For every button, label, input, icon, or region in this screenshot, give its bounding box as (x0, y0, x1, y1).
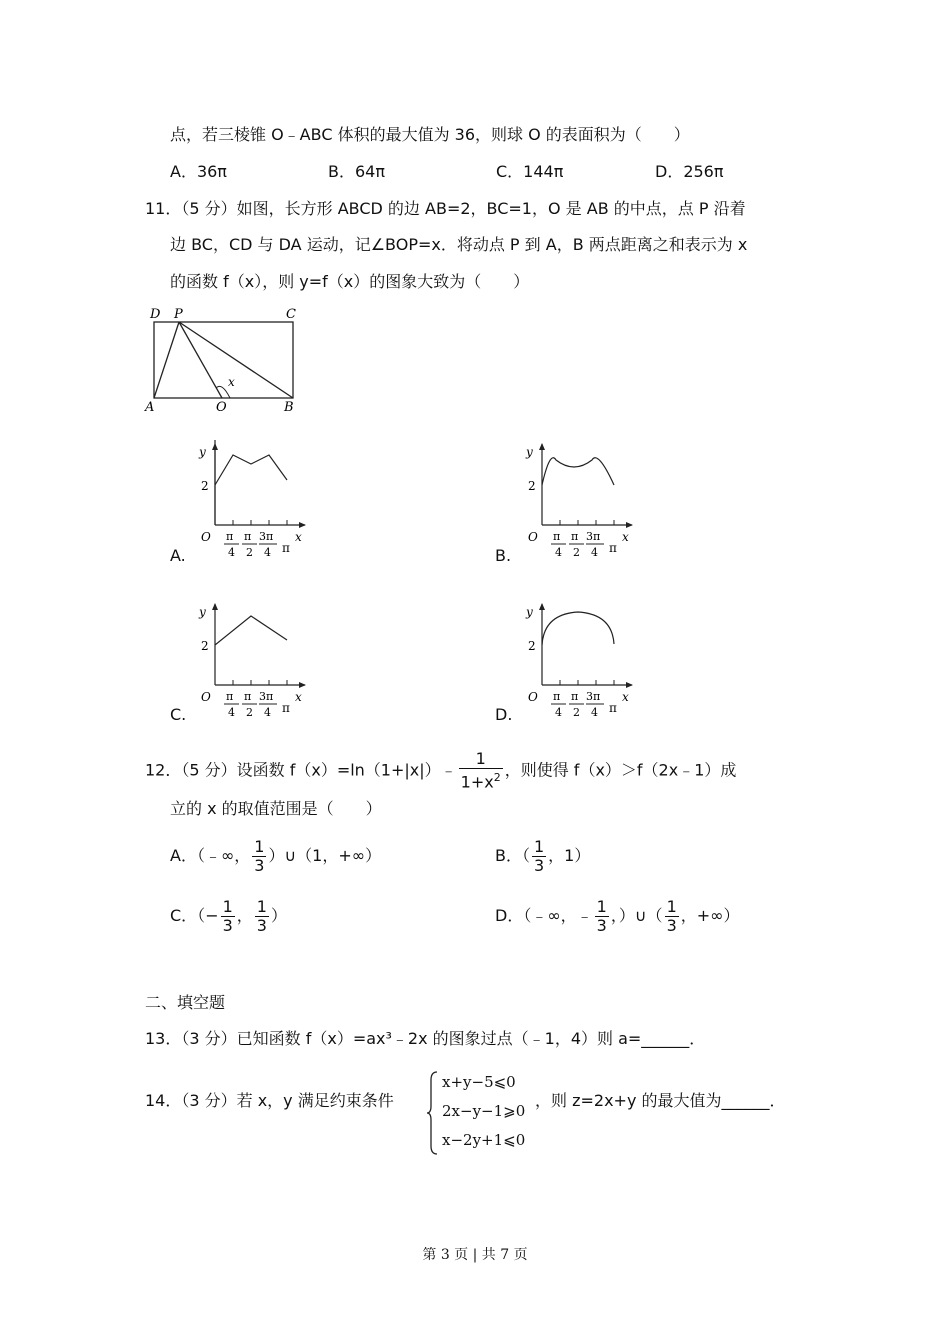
curve-d (542, 612, 614, 645)
tick-pi2-num: π (571, 530, 579, 543)
q11-option-d-label: D. (495, 705, 513, 724)
x-label: x (622, 690, 629, 704)
tick-2: 2 (201, 639, 209, 653)
q10-option-a: A．36π (170, 162, 227, 181)
tick-pi: π (282, 701, 290, 715)
tick-3pi4-den: 4 (264, 706, 271, 719)
tick-pi4-den: 4 (555, 706, 562, 719)
tick-pi: π (282, 541, 290, 555)
origin-label: O (201, 530, 211, 544)
q10-option-b: B．64π (328, 162, 385, 181)
tick-pi4-num: π (226, 690, 234, 703)
constraint-2: 2x−y−1⩾0 (442, 1102, 526, 1120)
q11-line1: 11．（5 分）如图，长方形 ABCD 的边 AB=2，BC=1，O 是 AB 的中点，点 P 沿着 (145, 199, 746, 218)
tick-3pi4-den: 4 (591, 546, 598, 559)
x-label: x (295, 530, 302, 544)
q12-option-c: C．（− $\frac{1}{3}$ ， $\frac{1}{3}$ ） (170, 897, 287, 935)
curve-a (215, 455, 287, 485)
origin-label: O (528, 530, 538, 544)
constraint-1: x+y−5⩽0 (442, 1073, 516, 1091)
segment-pa (154, 322, 179, 398)
tick-3pi4-den: 4 (264, 546, 271, 559)
label-c: C (286, 307, 296, 322)
label-o: O (216, 400, 227, 415)
tick-pi2-den: 2 (573, 546, 580, 559)
q11-option-a-label: A. (170, 546, 186, 565)
constraint-3: x−2y+1⩽0 (442, 1131, 526, 1149)
label-d: D (150, 307, 161, 322)
tick-3pi4-num: 3π (259, 530, 274, 543)
page-footer: 第 3 页 | 共 7 页 (422, 1247, 528, 1263)
tick-2: 2 (528, 639, 536, 653)
tick-3pi4-den: 4 (591, 706, 598, 719)
q10-option-c: C．144π (496, 162, 564, 181)
brace-icon (427, 1070, 439, 1156)
y-label: y (526, 605, 533, 619)
x-label: x (295, 690, 302, 704)
tick-pi2-num: π (244, 690, 252, 703)
q12-stem-a: 12．（5 分）设函数 f（x）=ln（1+|x|）﹣ (145, 760, 457, 780)
q12-line2: 立的 x 的取值范围是（ ） (170, 799, 382, 818)
tick-pi4-den: 4 (228, 706, 235, 719)
tick-pi2-num: π (571, 690, 579, 703)
section-title: 二、填空题 (145, 993, 226, 1012)
label-a: A (145, 400, 155, 415)
tick-pi4-num: π (553, 530, 561, 543)
y-label: y (199, 445, 206, 459)
q12-option-b: B．（ $\frac{1}{3}$ ，1） (495, 837, 591, 875)
tick-pi: π (609, 701, 617, 715)
x-label: x (622, 530, 629, 544)
q11-line2: 边 BC，CD 与 DA 运动，记∠BOP=x．将动点 P 到 A，B 两点距离之和表示为 x (170, 235, 748, 254)
segment-po (179, 322, 222, 398)
tick-pi2-num: π (244, 530, 252, 543)
graph-c (195, 600, 315, 725)
q10-option-d: D．256π (655, 162, 724, 181)
origin-label: O (201, 690, 211, 704)
tick-2: 2 (528, 479, 536, 493)
q12-option-a: A．（﹣∞， $\frac{1}{3}$ ）∪（1，+∞） (170, 837, 382, 875)
tick-pi2-den: 2 (246, 546, 253, 559)
graph-a (195, 440, 315, 565)
q12-line1 (145, 750, 736, 791)
graph-d (522, 600, 642, 725)
segment-pb (179, 322, 293, 398)
tick-pi2-den: 2 (246, 706, 253, 719)
tick-2: 2 (201, 479, 209, 493)
q14-stem-b: ，则 z=2x+y 的最大值为______． (535, 1091, 786, 1110)
rectangle-figure (140, 302, 310, 417)
tick-3pi4-num: 3π (586, 530, 601, 543)
curve-c (215, 616, 287, 645)
q11-option-b-label: B. (495, 546, 512, 565)
label-p: P (174, 307, 183, 322)
q11-option-c-label: C. (170, 705, 187, 724)
label-b: B (284, 400, 294, 415)
curve-b (542, 458, 614, 485)
y-label: y (526, 445, 533, 459)
tick-pi4-den: 4 (228, 546, 235, 559)
tick-pi4-num: π (553, 690, 561, 703)
tick-pi4-num: π (226, 530, 234, 543)
graph-b (522, 440, 642, 565)
q13-line: 13．（3 分）已知函数 f（x）=ax³﹣2x 的图象过点（﹣1，4）则 a=______． (145, 1029, 706, 1048)
label-x: x (228, 375, 235, 389)
origin-label: O (528, 690, 538, 704)
q14-stem-a: 14．（3 分）若 x，y 满足约束条件 (145, 1091, 394, 1110)
tick-3pi4-num: 3π (259, 690, 274, 703)
y-label: y (199, 605, 206, 619)
tick-3pi4-num: 3π (586, 690, 601, 703)
q12-fraction: $\frac{1}{1+x^2}$ (460, 749, 501, 792)
q10-line: 点，若三棱锥 O﹣ABC 体积的最大值为 36，则球 O 的表面积为（ ） (170, 125, 690, 144)
q12-stem-b: ，则使得 f（x）＞f（2x﹣1）成 (504, 760, 737, 780)
tick-pi2-den: 2 (573, 706, 580, 719)
tick-pi4-den: 4 (555, 546, 562, 559)
q12-option-d: D．（﹣∞，﹣ $\frac{1}{3}$ ，）∪（ $\frac{1}{3}$ ，+∞） (495, 897, 740, 935)
q11-line3: 的函数 f（x），则 y=f（x）的图象大致为（ ） (170, 272, 530, 291)
tick-pi: π (609, 541, 617, 555)
